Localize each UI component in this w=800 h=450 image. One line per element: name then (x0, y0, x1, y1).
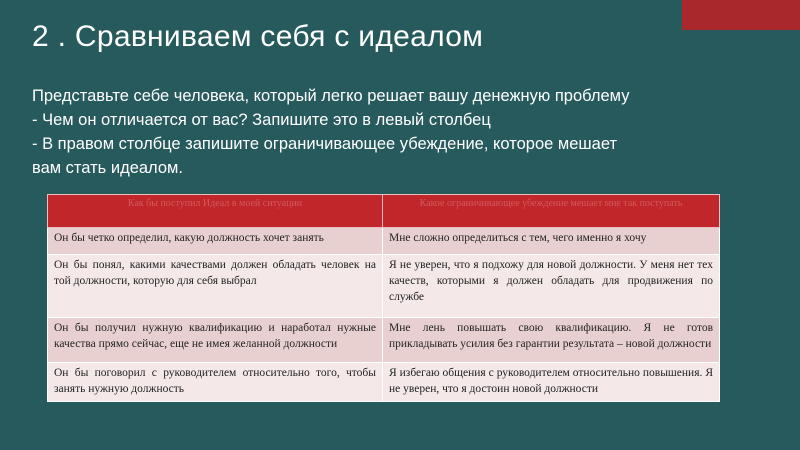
intro-line: Представьте себе человека, который легко решает вашу денежную проблему (32, 87, 630, 105)
ideal-cell: Он бы понял, какими качествами должен обладать человек на той должности, которую для себя выбрал (48, 255, 383, 318)
table-row (48, 228, 720, 255)
header-ideal-column: Как бы поступил Идеал в моей ситуации (48, 195, 383, 228)
intro-text (32, 84, 732, 180)
ideal-cell: Он бы получил нужную квалификацию и наработал нужные качества прямо сейчас, еще не имея желанной должности (48, 318, 383, 363)
ideal-cell: Он бы четко определил, какую должность хочет занять (48, 228, 383, 255)
intro-line: - Чем он отличается от вас? Запишите это в левый столбец (32, 111, 491, 129)
ideal-cell: Он бы поговорил с руководителем относительно того, чтобы занять нужную должность (48, 363, 383, 402)
table-row (48, 363, 720, 402)
table-row (48, 255, 720, 318)
belief-cell: Мне лень повышать свою квалификацию. Я не готов прикладывать усилия без гарантии результата – новой должности (383, 318, 720, 363)
belief-cell: Я не уверен, что я подхожу для новой должности. У меня нет тех качеств, которыми я должен обладать для продвижения по службе (383, 255, 720, 318)
table-header-row (48, 195, 720, 228)
intro-line: - В правом столбце запишите ограничивающее убеждение, которое мешает (32, 135, 618, 153)
intro-line: вам стать идеалом. (32, 159, 183, 177)
comparison-table (47, 194, 720, 402)
belief-cell: Мне сложно определиться с тем, чего именно я хочу (383, 228, 720, 255)
belief-cell: Я избегаю общения с руководителем относительно повышения. Я не уверен, что я достоин новой должности (383, 363, 720, 402)
accent-bar (682, 0, 800, 30)
table-row (48, 318, 720, 363)
header-belief-column: Какое ограничивающее убеждение мешает мне так поступать (383, 195, 720, 228)
slide-title: 2 . Сравниваем себя с идеалом (32, 20, 484, 53)
